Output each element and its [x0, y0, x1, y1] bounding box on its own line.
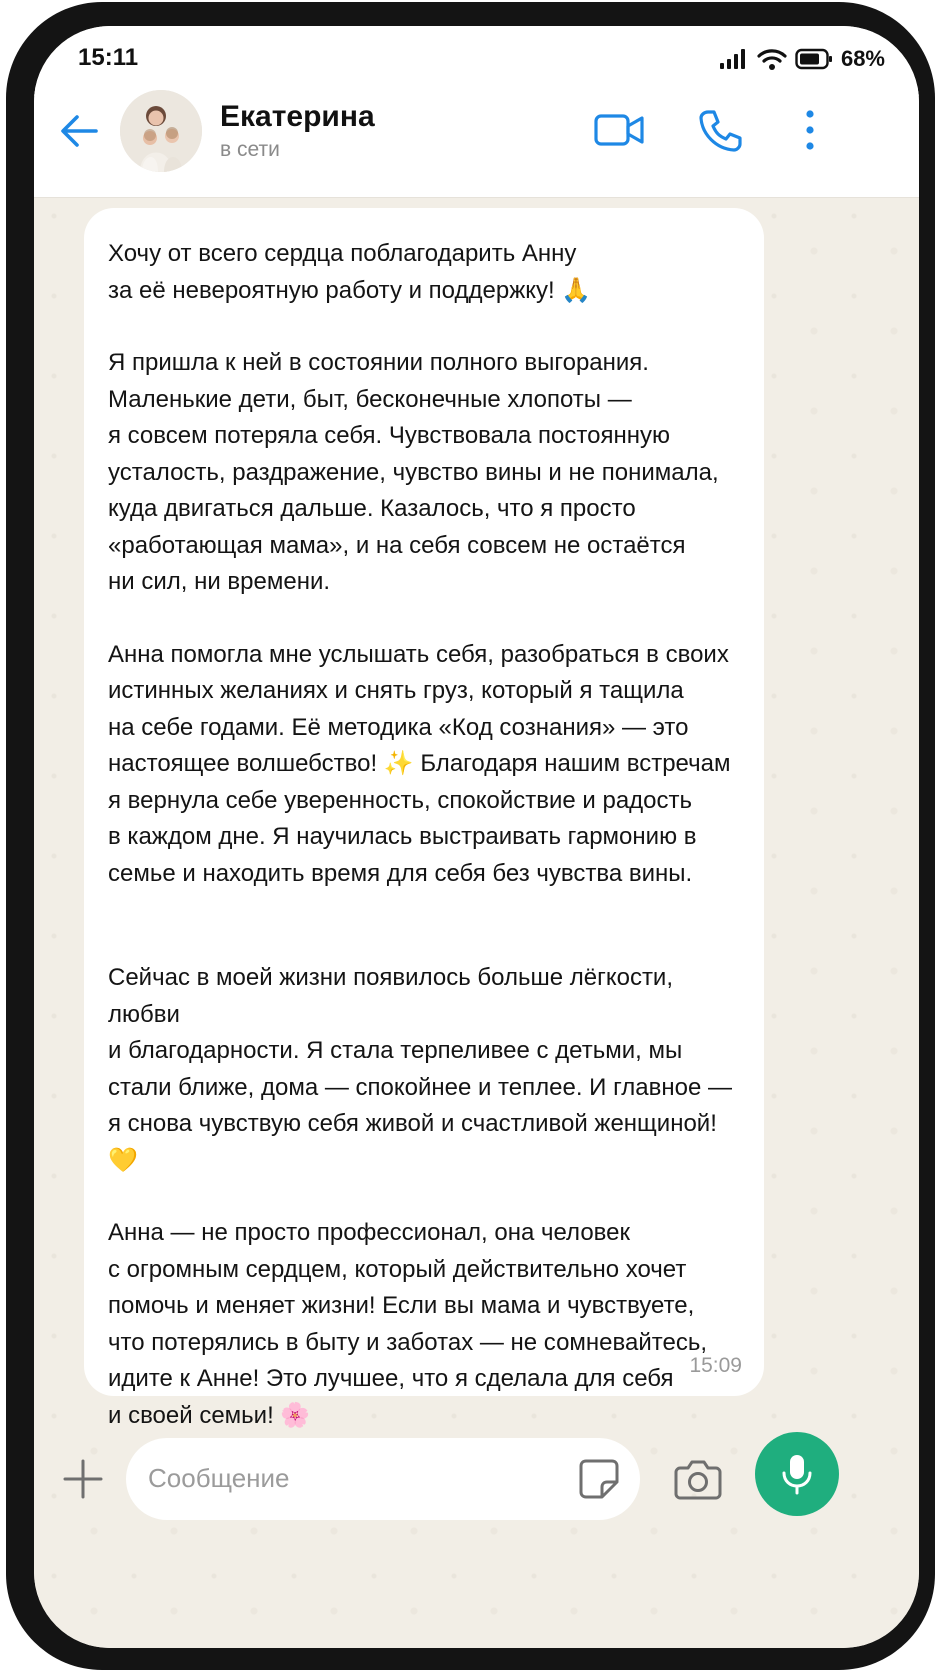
sticker-icon — [578, 1458, 620, 1500]
video-call-icon — [594, 110, 646, 150]
contact-status: в сети — [220, 138, 280, 161]
phone-icon — [698, 108, 742, 152]
status-time: 15:11 — [78, 44, 139, 71]
back-button[interactable] — [56, 108, 102, 154]
battery-icon — [795, 48, 833, 70]
message-time: 15:09 — [689, 1354, 742, 1377]
avatar[interactable] — [120, 90, 202, 172]
back-arrow-icon — [56, 108, 102, 154]
message-text — [108, 236, 740, 1434]
message-input[interactable] — [148, 1458, 548, 1498]
message-paragraph: Анна помогла мне услышать себя, разобраться в своих истинных желаниях и снять груз, который я тащила на себе годами. Её методика «Код сознания» — это настоящее волшебство! ✨ Благодаря нашим встречам я вернула себе уверенность, спокойствие и радость в каждом дне. Я научилась выстраивать гармонию в семье и находить время для себя без чувства вины. — [108, 640, 731, 887]
contact-name[interactable]: Екатерина — [220, 100, 375, 133]
message-paragraph: Хочу от всего сердца поблагодарить Анну за её невероятную работу и поддержку! 🙏 — [108, 240, 592, 304]
more-options-button[interactable] — [800, 108, 820, 152]
voice-call-button[interactable] — [698, 108, 742, 152]
video-call-button[interactable] — [594, 110, 646, 150]
message-bubble[interactable] — [84, 208, 764, 1429]
camera-icon — [674, 1458, 722, 1500]
wifi-icon — [757, 47, 787, 71]
microphone-icon — [781, 1453, 813, 1495]
message-paragraph: Я пришла к ней в состоянии полного выгорания. Маленькие дети, быт, бесконечные хлопоты — я совсем потеряла себя. Чувствовала постоянную усталость, раздражение, чувство вины и не понимала, куда двигаться дальше. Казалось, что я просто «работающая мама», и на себя совсем не остаётся ни сил, ни времени. — [108, 349, 719, 595]
input-bar — [34, 1418, 919, 1548]
phone-frame — [6, 2, 935, 1670]
sticker-button[interactable] — [578, 1458, 620, 1500]
message-paragraph: Сейчас в моей жизни появилось больше лёгкости, любви и благодарности. Я стала терпеливее с детьми, мы стали ближе, дома — спокойнее и теплее. И главное — я снова чувствую себя живой и счастливой женщиной! 💛 — [108, 964, 733, 1174]
status-icons — [719, 44, 885, 74]
plus-icon — [62, 1458, 104, 1500]
chat-header — [34, 86, 919, 198]
attach-button[interactable] — [62, 1458, 104, 1500]
message-input-container — [126, 1438, 640, 1520]
avatar-image — [120, 90, 202, 172]
voice-message-button[interactable] — [755, 1432, 839, 1516]
camera-button[interactable] — [674, 1458, 722, 1500]
message-paragraph: Анна — не просто профессионал, она человек с огромным сердцем, который действительно хочет помочь и меняет жизни! Если вы мама и чувствуете, что потерялись в быту и заботах — не сомневайтесь, идите к Анне! Это лучшее, что я сделала для себя и своей семьи! 🌸 — [108, 1219, 707, 1429]
battery-percent: 68% — [840, 46, 885, 71]
signal-icon — [719, 48, 749, 70]
more-vertical-icon — [800, 108, 820, 152]
screen — [34, 26, 919, 1648]
